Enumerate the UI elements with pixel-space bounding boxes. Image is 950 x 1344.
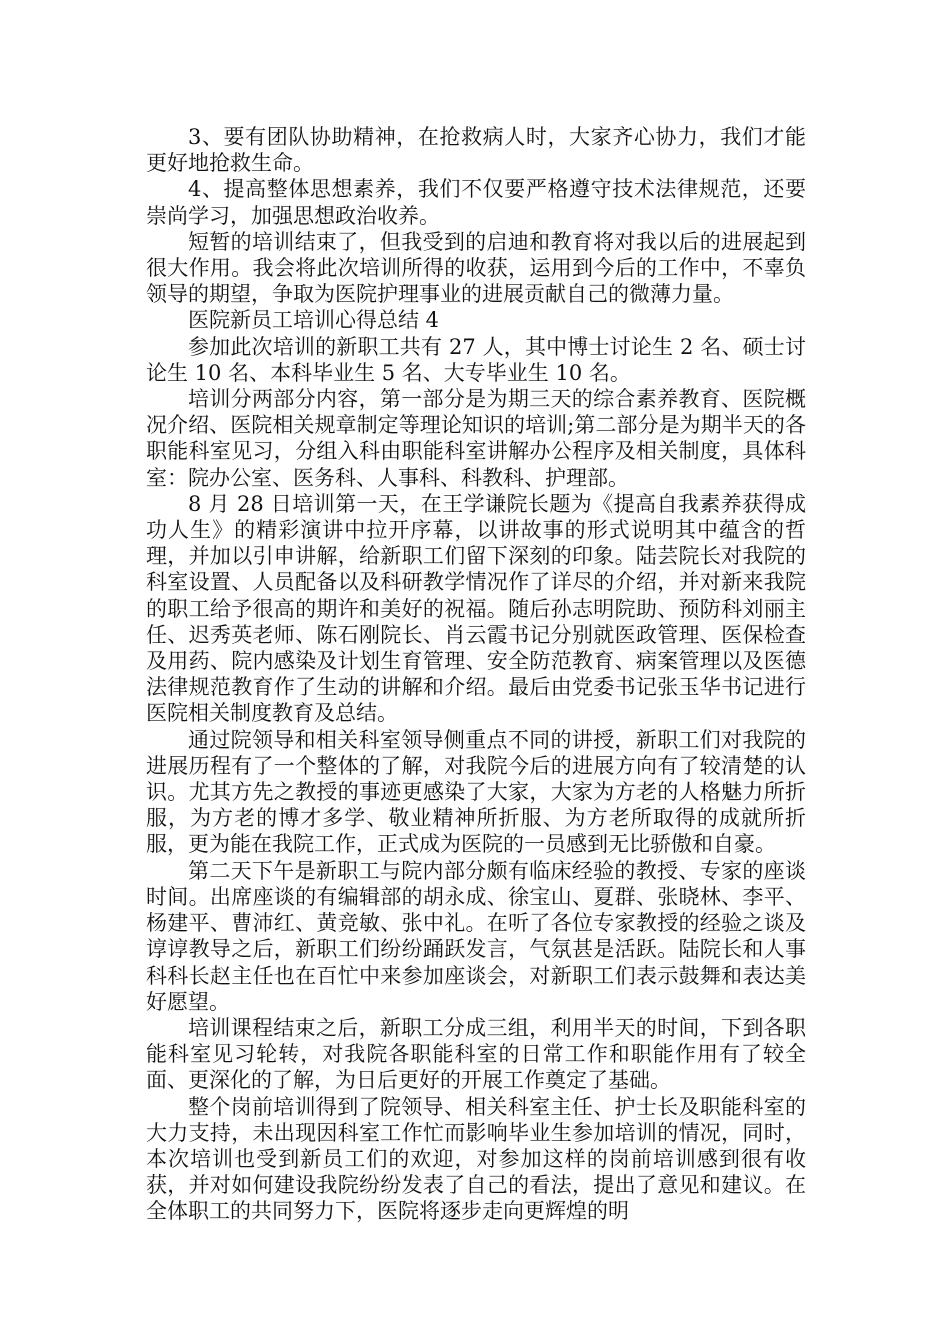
paragraph-training-conclusion: 短暂的培训结束了，但我受到的启迪和教育将对我以后的进展起到很大作用。我会将此次培训所得的收获，运用到今后的工作中，不辜负领导的期望，争取为医院护理事业的进展贡献自己的微薄力量。 bbox=[146, 229, 806, 307]
paragraph-rotation: 培训课程结束之后，新职工分成三组，利用半天的时间，下到各职能科室见习轮转，对我院各职能科室的日常工作和职能作用有了较全面、更深化的了解，为日后更好的开展工作奠定了基础。 bbox=[146, 1015, 806, 1093]
paragraph-training-content: 培训分两部分内容，第一部分是为期三天的综合素养教育、医院概况介绍、医院相关规章制定等理论知识的培训;第二部分是为期半天的各职能科室见习，分组入科由职能科室讲解办公程序及相关制度，具体科室：院办公室、医务科、人事科、科教科、护理部。 bbox=[146, 387, 806, 490]
paragraph-support: 整个岗前培训得到了院领导、相关科室主任、护士长及职能科室的大力支持，未出现因科室工作忙而影响毕业生参加培训的情况，同时，本次培训也受到新员工们的欢迎，对参加这样的岗前培训感到很有收获，并对如何建设我院纷纷发表了自己的看法，提出了意见和建议。在全体职工的共同努力下，医院将逐步走向更辉煌的明 bbox=[146, 1094, 806, 1224]
paragraph-team-spirit: 3、要有团队协助精神，在抢救病人时，大家齐心协力，我们才能更好地抢救生命。 bbox=[146, 125, 806, 176]
document-body bbox=[146, 124, 806, 1225]
paragraph-participants: 参加此次培训的新职工共有 27 人，其中博士讨论生 2 名、硕士讨论生 10 名、本科毕业生 5 名、大专毕业生 10 名。 bbox=[146, 334, 806, 385]
paragraph-second-day: 第二天下午是新职工与院内部分颇有临床经验的教授、专家的座谈时间。出席座谈的有编辑部的胡永成、徐宝山、夏群、张晓林、李平、杨建平、曹沛红、黄竞敏、张中礼。在听了各位专家教授的经验之谈及谆谆教导之后，新职工们纷纷踊跃发言，气氛甚是活跃。陆院长和人事科科长赵主任也在百忙中来参加座谈会，对新职工们表示鼓舞和表达美好愿望。 bbox=[146, 858, 806, 1014]
paragraph-leadership-lectures: 通过院领导和相关科室领导侧重点不同的讲授，新职工们对我院的进展历程有了一个整体的了解，对我院今后的进展方向有了较清楚的认识。尤其方先之教授的事迹更感染了大家，大家为方老的人格魅力所折服，为方老的博才多学、敬业精神所折服、为方老所取得的成就所折服，更为能在我院工作，正式成为医院的一员感到无比骄傲和自豪。 bbox=[146, 727, 806, 857]
paragraph-ideological-quality: 4、提高整体思想素养，我们不仅要严格遵守技术法律规范，还要崇尚学习，加强思想政治收养。 bbox=[146, 177, 806, 228]
section-heading: 医院新员工培训心得总结 4 bbox=[188, 308, 440, 333]
paragraph-first-day: 8 月 28 日培训第一天，在王学谦院长题为《提高自我素养获得成功人生》的精彩演讲中拉开序幕，以讲故事的形式说明其中蕴含的哲理，并加以引申讲解，给新职工们留下深刻的印象。陆芸院长对我院的科室设置、人员配备以及科研教学情况作了详尽的介绍，并对新来我院的职工给予很高的期许和美好的祝福。随后孙志明院助、预防科刘丽主任、迟秀英老师、陈石刚院长、肖云霞书记分别就医政管理、医保检查及用药、院内感染及计划生育管理、安全防范教育、病案管理以及医德法律规范教育作了生动的讲解和介绍。最后由党委书记张玉华书记进行医院相关制度教育及总结。 bbox=[146, 491, 806, 726]
